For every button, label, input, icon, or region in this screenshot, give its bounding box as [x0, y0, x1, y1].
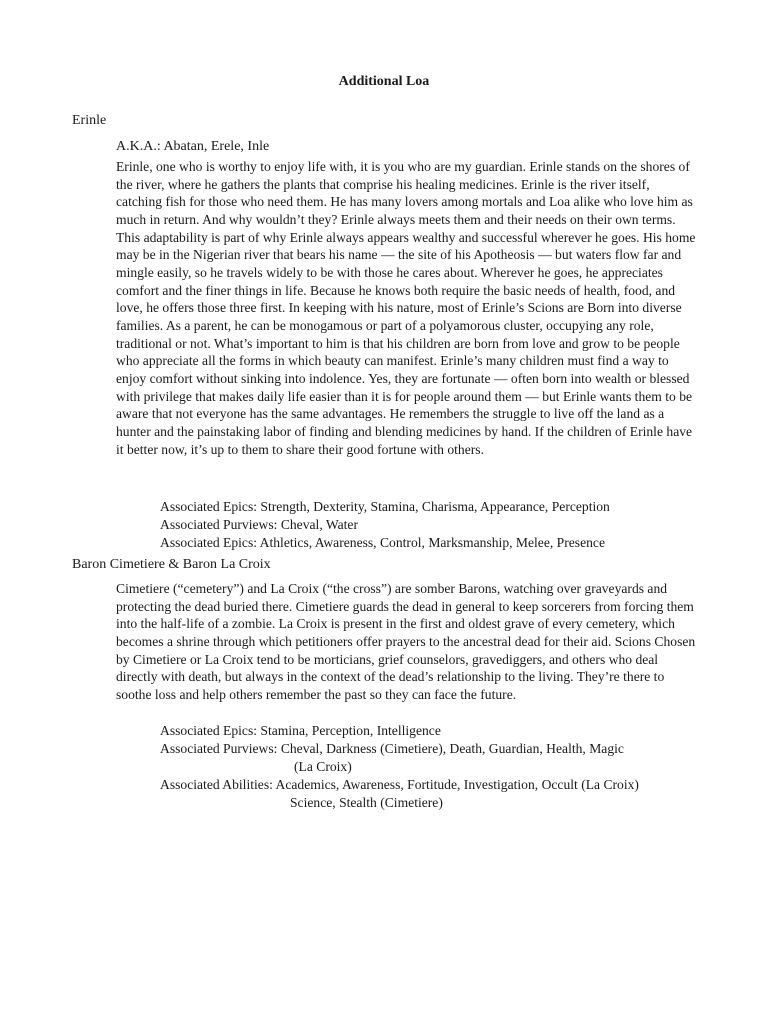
barons-associated-purviews: Associated Purviews: Cheval, Darkness (Cimetiere), Death, Guardian, Health, Magic — [160, 741, 624, 756]
erinle-aka-line: A.K.A.: Abatan, Erele, Inle — [116, 139, 270, 154]
erinle-associated-abilities: Associated Epics: Athletics, Awareness, Control, Marksmanship, Melee, Presence — [160, 535, 605, 550]
barons-associated-purviews-continued: (La Croix) — [294, 759, 352, 774]
barons-associated-epics: Associated Epics: Stamina, Perception, Intelligence — [160, 723, 441, 738]
erinle-description: Erinle, one who is worthy to enjoy life with, it is you who are my guardian. Erinle stands on the shores of the river, where he gathers the plants that comprise his healing medicines. Erinle is the river itself, catching fish for those who need them. He has many lovers among mortals and Loa alike who love him as much in return. And why wouldn’t they? Erinle always meets them and their needs on their own terms. This adaptability is part of why Erinle always appears wealthy and successful wherever he goes. His home may be in the Nigerian river that bears his name — the site of his Apotheosis — but waters flow far and mingle easily, so he travels widely to be with those he cares about. Wherever he goes, he appreciates comfort and the finer things in life. Because he knows both require the basic needs of health, food, and love, he offers those three first. In keeping with his nature, most of Erinle’s Scions are Born into diverse families. As a parent, he can be monogamous or part of a polyamorous cluster, occupying any role, traditional or not. What’s important to him is that his children are born from love and grow to be people who appreciate all the forms in which beauty can manifest. Erinle’s many children must find a way to enjoy comfort without sinking into indolence. Yes, they are fortunate — often born into wealth or blessed with privilege that makes daily life easier than it is for people around them — but Erinle wants them to be aware that not everyone has the same advantages. He remembers the struggle to live off the land as a hunter and the painstaking labor of finding and blending medicines by hand. If the children of Erinle have it better now, it’s up to them to share their good fortune with others. — [116, 159, 696, 457]
section-heading-barons: Baron Cimetiere & Baron La Croix — [72, 557, 271, 572]
barons-description: Cimetiere (“cemetery”) and La Croix (“the cross”) are somber Barons, watching over graveyards and protecting the dead buried there. Cimetiere guards the dead in general to keep sorcerers from forcing them into the half-life of a zombie. La Croix is present in the first and oldest grave of every cemetery, which becomes a shrine through which petitioners offer prayers to the ancestral dead for their aid. Scions Chosen by Cimetiere or La Croix tend to be morticians, grief counselors, gravediggers, and others who deal directly with death, but always in the context of the dead’s relationship to the living. They’re there to soothe loss and help others remember the past so they can face the future. — [116, 581, 696, 702]
barons-associated-abilities-continued: Science, Stealth (Cimetiere) — [290, 795, 443, 810]
barons-associated-abilities: Associated Abilities: Academics, Awareness, Fortitude, Investigation, Occult (La Croix) — [160, 777, 639, 792]
section-heading-erinle: Erinle — [72, 113, 107, 128]
erinle-associated-purviews: Associated Purviews: Cheval, Water — [160, 517, 358, 532]
document-title: Additional Loa — [338, 74, 430, 89]
erinle-associated-epics: Associated Epics: Strength, Dexterity, Stamina, Charisma, Appearance, Perception — [160, 499, 610, 514]
